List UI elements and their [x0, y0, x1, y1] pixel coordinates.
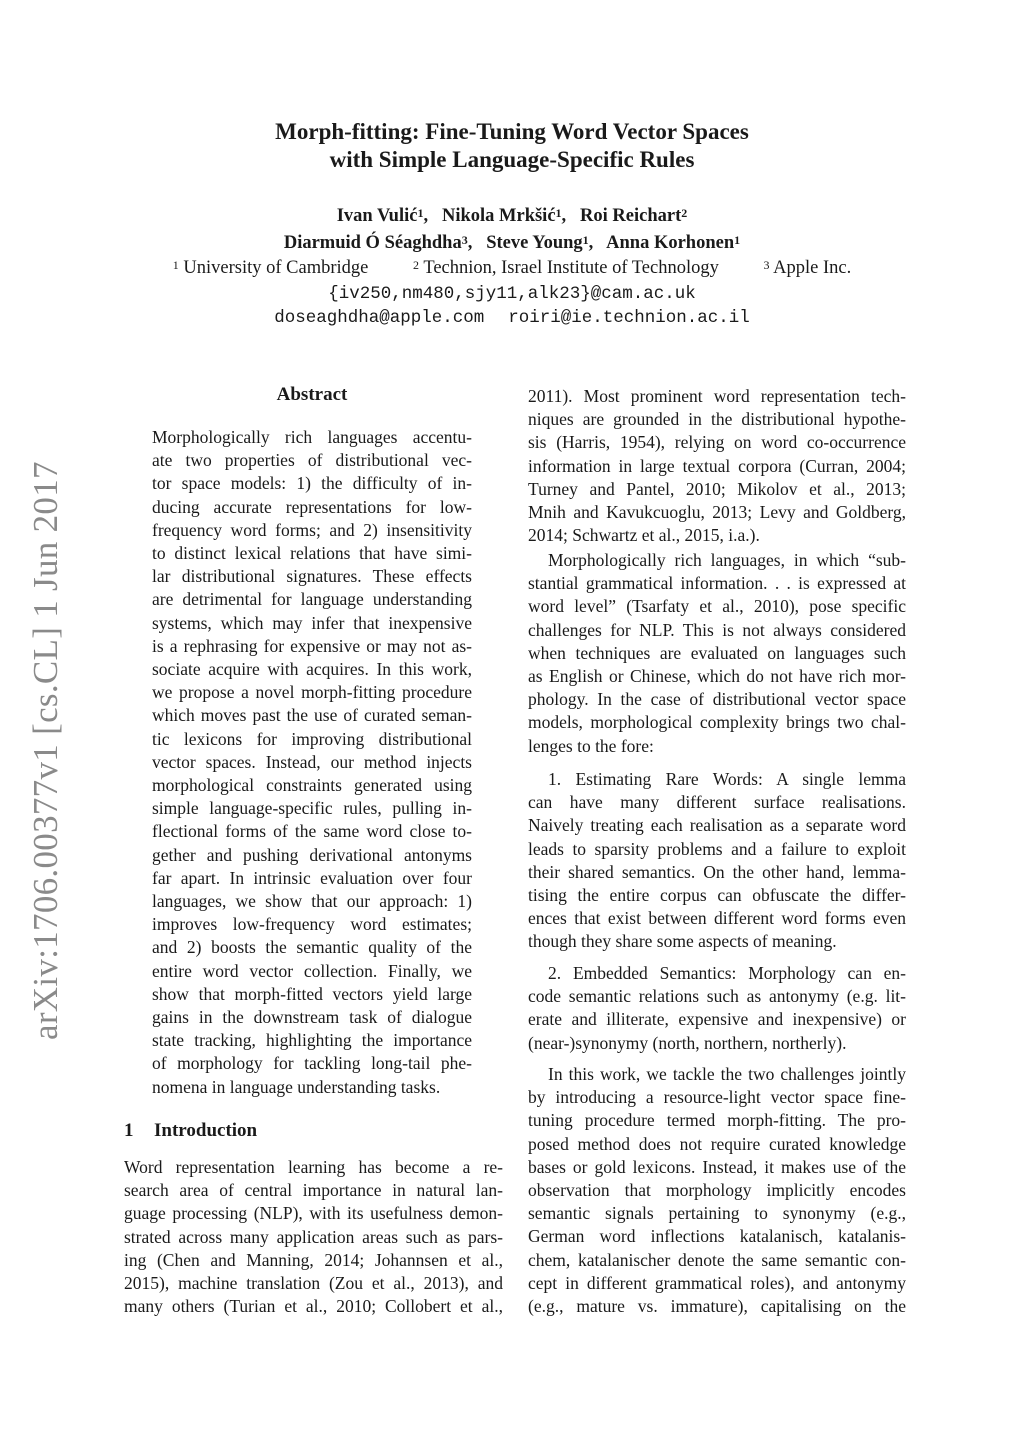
text-line: many others (Turian et al., 2010; Collobert et al., [124, 1296, 503, 1317]
section-heading-introduction [124, 1118, 504, 1144]
text-line: 2014; Schwartz et al., 2015, i.a.). [528, 525, 760, 546]
right-paragraph-rare-words [528, 768, 906, 954]
affiliation-name: Technion, Israel Institute of Technology [423, 258, 719, 278]
email-line-2 [0, 306, 1024, 331]
text-line: tuning procedure termed morph-fitting. The pro- [528, 1110, 906, 1131]
text-line: morphological constraints generated using [152, 775, 472, 796]
author-name: Diarmuid Ó Séaghdha [283, 233, 462, 253]
text-line: sis (Harris, 1954), relying on word co-occurrence [528, 432, 906, 453]
text-line: niques are grounded in the distributional hypothe- [528, 409, 906, 430]
text-line: 2011). Most prominent word representation tech- [528, 386, 906, 406]
text-line: information in large textual corpora (Curran, 2004; [528, 455, 906, 476]
paper-title [0, 118, 1024, 174]
text-line: and 2) boosts the semantic quality of the [152, 937, 472, 958]
text-line: tor space models: 1) the difficulty of in- [152, 473, 472, 494]
title-line-1: Morph-fitting: Fine-Tuning Word Vector Spaces [275, 119, 749, 144]
text-line: 2. Embedded Semantics: Morphology can en- [548, 963, 906, 983]
author-affiliation-mark: 1 [555, 206, 562, 220]
text-line: which moves past the use of curated seman- [152, 705, 472, 726]
affiliation-name: Apple Inc. [773, 258, 852, 278]
text-line: cept in different grammatical roles), and antonymy [528, 1272, 906, 1293]
text-line: state tracking, highlighting the importance [152, 1030, 472, 1051]
text-line: far apart. In intrinsic evaluation over four [152, 867, 472, 888]
text-line: search area of central importance in natural lan- [124, 1180, 503, 1201]
text-line: show that morph-fitted vectors yield large [152, 983, 472, 1004]
affiliation-mark: 3 [763, 258, 770, 272]
author-affiliation-mark: 2 [681, 206, 688, 220]
text-line: are detrimental for language understanding [152, 589, 472, 610]
email: doseaghdha@apple.com [274, 308, 485, 328]
text-line: entire word vector collection. Finally, we [152, 960, 472, 981]
text-line: to distinct lexical relations that have simi- [152, 543, 472, 564]
text-line: observation that morphology implicitly encodes [528, 1180, 906, 1201]
text-line: ences that exist between different word forms even [528, 908, 906, 929]
text-line: word level” (Tsarfaty et al., 2010), pose specific [528, 596, 906, 617]
text-line: Morphologically rich languages, in which “sub- [548, 550, 906, 570]
affiliation-mark: 2 [413, 258, 420, 272]
affiliation-mark: 1 [172, 258, 179, 272]
text-line: lenges to the fore: [528, 735, 654, 756]
text-line: Morphologically rich languages accentu- [152, 427, 472, 447]
text-line: semantic signals pertaining to synonymy (e.g., [528, 1203, 906, 1224]
author-line-2: Diarmuid Ó Séaghdha$^3$, Steve Young$^1$, Anna Korhonen$^1$ [283, 233, 741, 253]
text-line: chem, katalanischer denote the same semantic con- [528, 1249, 906, 1270]
text-line: models, morphological complexity brings two chal- [528, 712, 906, 733]
right-paragraph-embedded-semantics [528, 962, 906, 1055]
email-line-1: {iv250,nm480,sjy11,alk23}@cam.ac.uk [328, 284, 696, 304]
text-line: sociate acquire with acquires. In this work, [152, 659, 472, 680]
intro-paragraph [124, 1156, 503, 1318]
text-line: languages, we show that our approach: 1) [152, 891, 472, 912]
text-line: ducing accurate representations for low- [152, 496, 472, 517]
text-line: nomena in language understanding tasks. [152, 1076, 441, 1097]
section-title: Introduction [154, 1120, 258, 1141]
text-line: ate two properties of distributional vec- [152, 450, 472, 471]
right-paragraph-2 [528, 549, 906, 758]
text-line: stantial grammatical information. . . is expressed at [528, 573, 906, 594]
author-name: Steve Young [486, 233, 583, 253]
text-line: guage processing (NLP), with its usefulness demon- [124, 1203, 503, 1224]
text-line: (e.g., mature vs. immature), capitalising on the [528, 1296, 906, 1317]
right-paragraph-1 [528, 385, 906, 547]
text-line: Naively treating each realisation as a separate word [528, 815, 906, 836]
abstract-heading: Abstract [276, 384, 348, 405]
text-line: though they share some aspects of meaning. [528, 931, 837, 952]
author-name: Roi Reichart [580, 206, 682, 226]
text-line: by introducing a resource-light vector space fine- [528, 1087, 906, 1108]
right-paragraph-this-work [528, 1063, 906, 1318]
text-line: vector spaces. Instead, our method injects [152, 751, 472, 772]
text-line: frequency word forms; and 2) insensitivity [152, 519, 472, 540]
text-line: 1. Estimating Rare Words: A single lemma [548, 769, 906, 789]
text-line: bases or gold lexicons. Instead, it makes use of the [528, 1156, 906, 1177]
title-line-2: with Simple Language-Specific Rules [329, 147, 695, 172]
text-line: tising the entire corpus can obfuscate the differ- [528, 885, 906, 906]
text-line: 2015), machine translation (Zou et al., 2013), and [124, 1273, 503, 1294]
email: roiri@ie.technion.ac.il [508, 308, 750, 328]
text-line: strated across many application areas such as pars- [124, 1226, 503, 1247]
text-line: tic lexicons for improving distributional [152, 728, 472, 749]
text-line: systems, which may infer that inexpensive [152, 612, 472, 633]
author-affiliation-mark: 1 [734, 233, 741, 247]
abstract-body [152, 426, 472, 1099]
author-affiliation-mark: 1 [417, 206, 424, 220]
text-line: phology. In the case of distributional vector space [528, 689, 906, 710]
text-line: gains in the downstream task of dialogue [152, 1007, 472, 1028]
text-line: leads to sparsity problems and a failure to exploit [528, 838, 906, 859]
author-affiliation-mark: 3 [461, 233, 468, 247]
text-line: improves low-frequency word estimates; [152, 914, 472, 935]
text-line: ing (Chen and Manning, 2014; Johannsen et al., [124, 1249, 503, 1270]
text-line: Mnih and Kavukcuoglu, 2013; Levy and Goldberg, [528, 502, 906, 523]
text-line: lar distributional signatures. These effects [152, 566, 472, 587]
text-line: we propose a novel morph-fitting procedure [152, 682, 472, 703]
text-line: is a rephrasing for expensive or may not as- [152, 635, 472, 656]
affiliations [0, 256, 1024, 280]
text-line: challenges for NLP. This is not always considered [528, 619, 906, 640]
text-line: gether and pushing derivational antonyms [152, 844, 472, 865]
affiliation-name: University of Cambridge [183, 258, 369, 278]
text-line: In this work, we tackle the two challenges jointly [548, 1064, 906, 1084]
text-line: as English or Chinese, which do not have rich mor- [528, 666, 906, 687]
section-number: 1 [124, 1120, 134, 1141]
text-line: (near-)synonymy (north, northern, northerly). [528, 1032, 847, 1053]
text-line: Word representation learning has become a re- [124, 1157, 503, 1177]
text-line: their shared semantics. On the other hand, lemma- [528, 861, 906, 882]
author-name: Nikola Mrkšić [441, 206, 556, 226]
author-line-1: Ivan Vulić$^1$, Nikola Mrkšić$^1$, Roi Reichart$^2$ [336, 206, 688, 226]
text-line: when techniques are evaluated on languages such [528, 642, 906, 663]
text-line: flectional forms of the same word close to- [152, 821, 472, 842]
author-name: Ivan Vulić [336, 206, 418, 226]
text-line: can have many different surface realisations. [528, 792, 906, 813]
text-line: German word inflections katalanisch, katalanis- [528, 1226, 906, 1247]
text-line: simple language-specific rules, pulling in- [152, 798, 472, 819]
text-line: erate and illiterate, expensive and inexpensive) or [528, 1009, 906, 1030]
text-line: of morphology for tackling long-tail phe- [152, 1053, 472, 1074]
text-line: code semantic relations such as antonymy (e.g. lit- [528, 986, 906, 1007]
author-affiliation-mark: 1 [582, 233, 589, 247]
text-line: Turney and Pantel, 2010; Mikolov et al., 2013; [528, 478, 906, 499]
arxiv-stamp: arXiv:1706.00377v1 [cs.CL] 1 Jun 2017 [26, 461, 65, 1040]
author-name: Anna Korhonen [606, 233, 735, 253]
text-line: posed method does not require curated knowledge [528, 1133, 906, 1154]
